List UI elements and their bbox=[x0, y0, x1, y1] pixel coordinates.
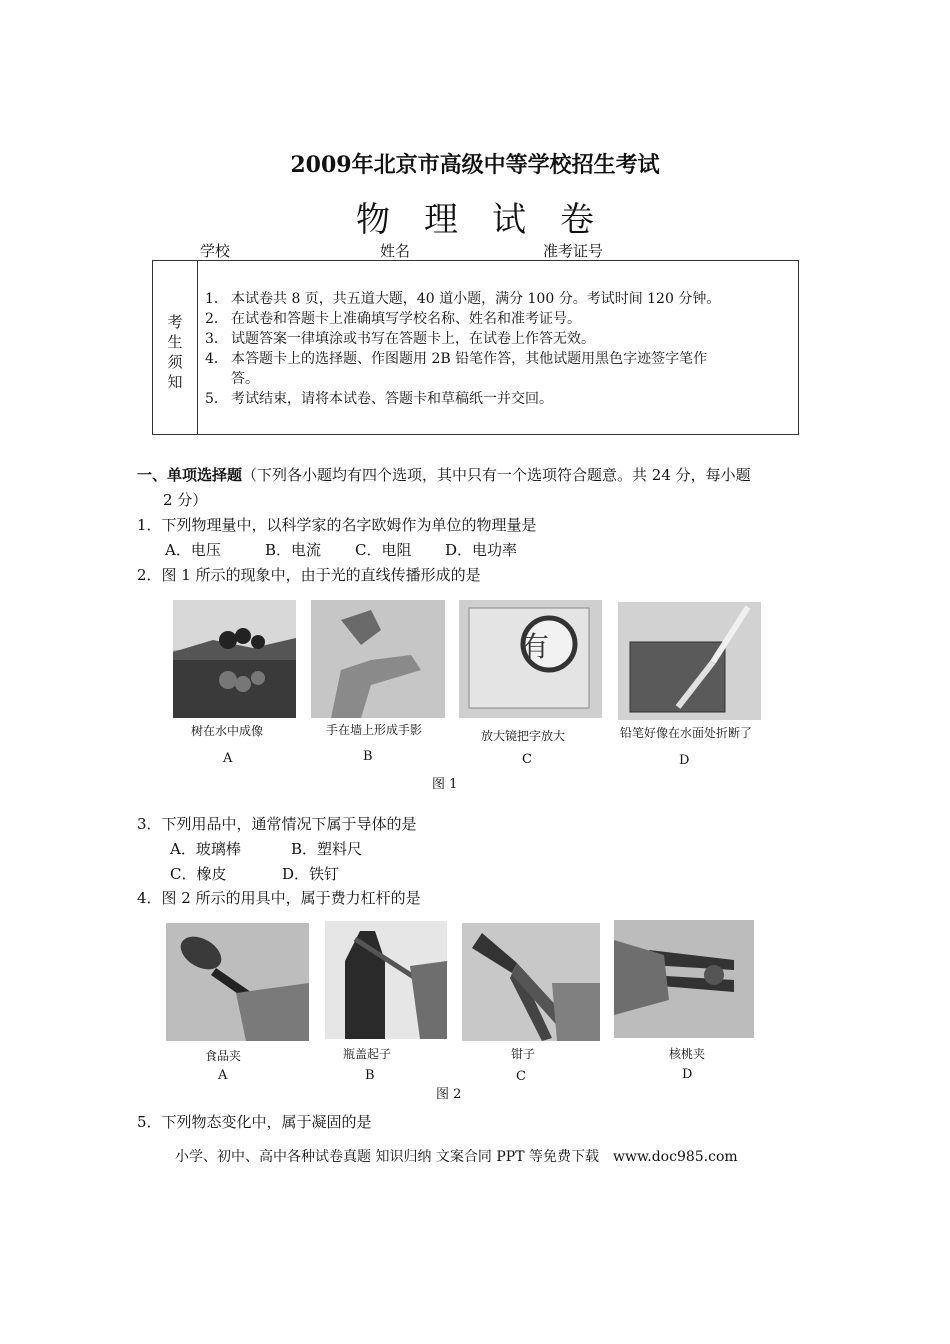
notice-item: 2． 在试卷和答题卡上准确填写学校名称、姓名和准考证号。 bbox=[205, 311, 581, 327]
bottle-opener-image bbox=[325, 921, 447, 1039]
bent-pencil-image bbox=[618, 602, 761, 720]
subject-title: 物理试卷 bbox=[356, 200, 628, 240]
q2-letter-a: A bbox=[223, 751, 233, 766]
q4-letter-a: A bbox=[218, 1068, 228, 1083]
q3-stem: 3．下列用品中，通常情况下属于导体的是 bbox=[137, 815, 417, 833]
exam-title: 2009年北京市高级中等学校招生考试 bbox=[290, 152, 660, 178]
q4-caption-b: 瓶盖起子 bbox=[343, 1047, 392, 1061]
q2-caption-d: 铅笔好像在水面处折断了 bbox=[620, 726, 753, 740]
q4-letter-b: B bbox=[365, 1068, 375, 1083]
notice-item: 5． 考试结束，请将本试卷、答题卡和草稿纸一并交回。 bbox=[205, 391, 553, 407]
name-field[interactable] bbox=[410, 244, 543, 261]
figure-2-label: 图 2 bbox=[436, 1087, 462, 1102]
q3-option-c: C．橡皮 bbox=[170, 865, 227, 883]
figure-1-label: 图 1 bbox=[432, 777, 458, 792]
q1-option-b: B．电流 bbox=[265, 541, 322, 559]
q1-option-c: C．电阻 bbox=[355, 541, 412, 559]
magnifier-text: 有 bbox=[521, 630, 550, 663]
q1-option-a: A．电压 bbox=[165, 541, 221, 559]
notice-list bbox=[205, 289, 780, 409]
notice-item: 1． 本试卷共 8 页，共五道大题，40 道小题，满分 100 分。考试时间 120 分钟。 bbox=[205, 291, 721, 307]
section-heading: 一、单项选择题（下列各小题均有四个选项，其中只有一个选项符合题意。共 24 分，每小题 bbox=[137, 466, 751, 484]
footer-text: 小学、初中、高中各种试卷真题 知识归纳 文案合同 PPT 等免费下载 www.doc985.com bbox=[175, 1149, 738, 1165]
q2-letter-b: B bbox=[363, 749, 373, 764]
name-label: 姓名 bbox=[380, 242, 411, 260]
q1-stem: 1．下列物理量中，以科学家的名字欧姆作为单位的物理量是 bbox=[137, 516, 537, 534]
q3-option-a: A．玻璃棒 bbox=[170, 840, 241, 858]
q4-letter-c: C bbox=[516, 1069, 526, 1084]
q4-caption-d: 核桃夹 bbox=[669, 1047, 706, 1061]
q2-caption-c: 放大镜把字放大 bbox=[481, 729, 566, 743]
magnifier-image bbox=[459, 600, 602, 718]
q3-option-b: B．塑料尺 bbox=[291, 840, 363, 858]
q2-stem: 2．图 1 所示的现象中，由于光的直线传播形成的是 bbox=[137, 566, 481, 584]
q2-caption-b: 手在墙上形成手影 bbox=[326, 723, 423, 737]
pliers-image bbox=[462, 923, 600, 1041]
q2-caption-a: 树在水中成像 bbox=[191, 724, 264, 738]
q4-letter-d: D bbox=[682, 1067, 693, 1082]
q5-stem: 5．下列物态变化中，属于凝固的是 bbox=[137, 1113, 372, 1131]
school-field[interactable] bbox=[230, 244, 380, 261]
id-label: 准考证号 bbox=[543, 242, 604, 260]
id-field[interactable] bbox=[603, 244, 736, 261]
nutcracker-image bbox=[614, 920, 754, 1038]
q3-option-d: D．铁钉 bbox=[282, 865, 340, 883]
hand-shadow-image bbox=[311, 600, 445, 718]
notice-side-label: 考 生 须 知 bbox=[153, 261, 198, 434]
q2-letter-d: D bbox=[679, 753, 690, 768]
q4-stem: 4．图 2 所示的用具中，属于费力杠杆的是 bbox=[137, 889, 421, 907]
section-desc: 2 分） bbox=[163, 491, 208, 509]
notice-item: 3． 试题答案一律填涂或书写在答题卡上，在试卷上作答无效。 bbox=[205, 331, 595, 347]
notice-box bbox=[152, 260, 799, 435]
q4-caption-a: 食品夹 bbox=[205, 1049, 242, 1063]
food-tongs-image bbox=[166, 923, 309, 1041]
notice-item: 4． 本答题卡上的选择题、作图题用 2B 铅笔作答，其他试题用黑色字迹签字笔作 答。 bbox=[205, 351, 708, 387]
tree-reflection-image bbox=[173, 600, 296, 718]
q1-option-d: D．电功率 bbox=[445, 541, 518, 559]
school-label: 学校 bbox=[200, 242, 231, 260]
q4-caption-c: 钳子 bbox=[511, 1047, 536, 1061]
student-info-line bbox=[200, 240, 736, 261]
q2-letter-c: C bbox=[522, 752, 532, 767]
